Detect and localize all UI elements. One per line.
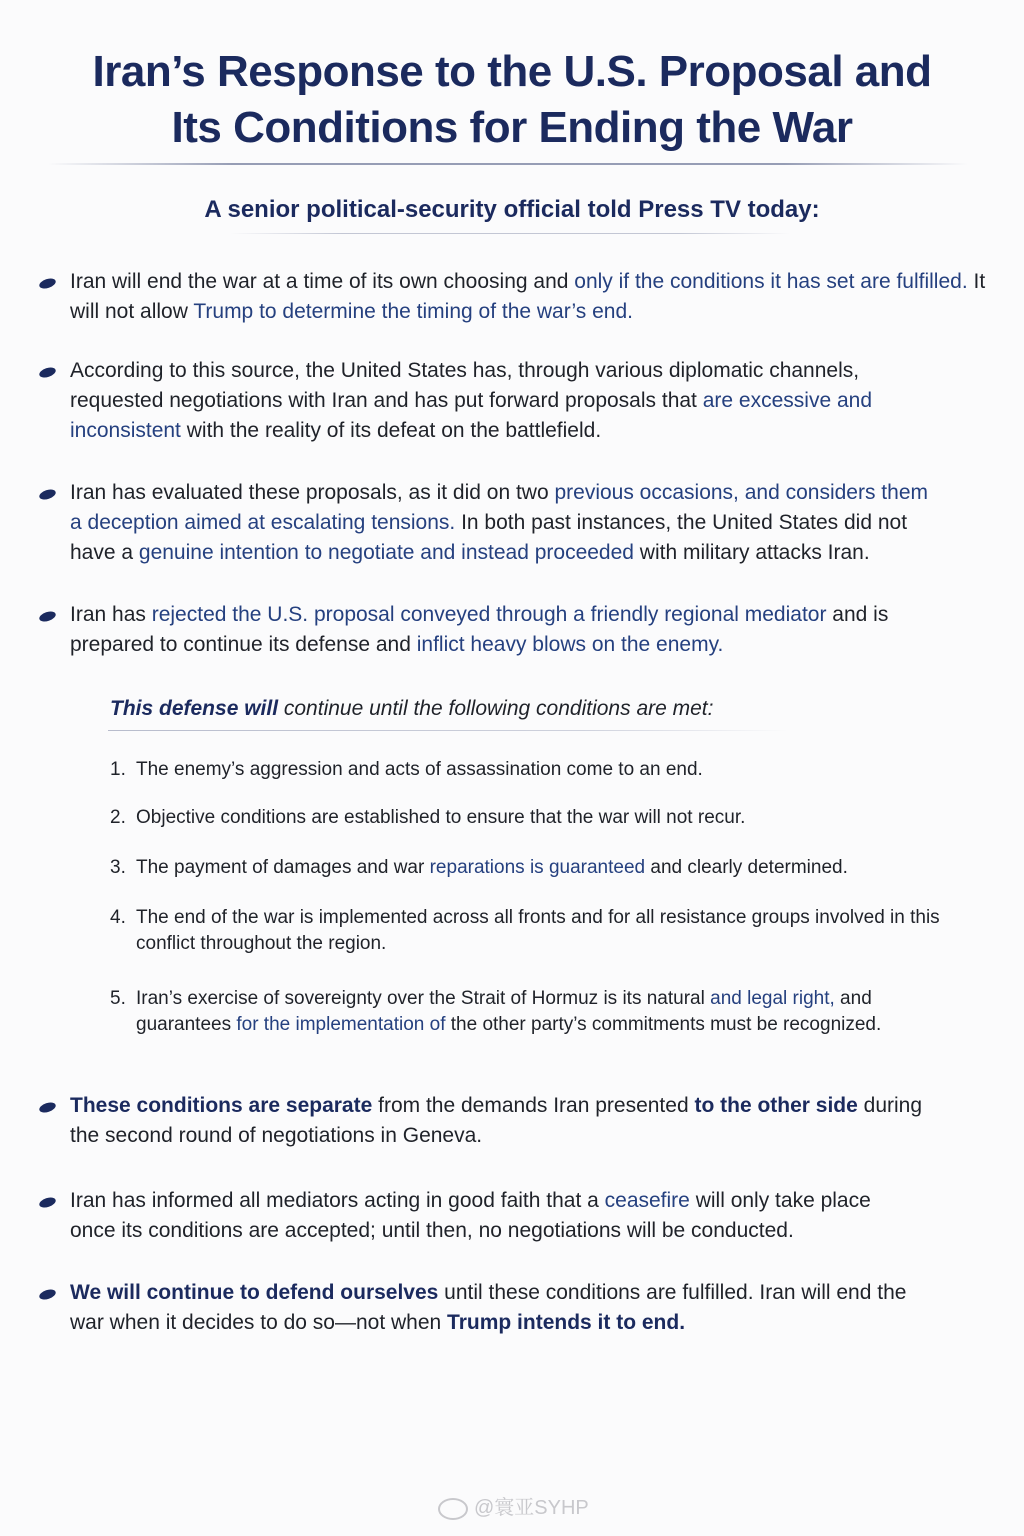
subtitle-divider <box>230 233 790 234</box>
bullet-highlight: Trump to determine the timing of the war’s end. <box>193 300 634 323</box>
bullet-icon <box>38 1196 57 1210</box>
bullet-highlight: to the other side <box>694 1094 858 1117</box>
bullet-text: Iran has <box>70 603 152 626</box>
bullet-highlight: These conditions are separate <box>70 1094 373 1117</box>
condition-number: 1. <box>110 759 126 780</box>
conditions-heading <box>110 694 713 724</box>
bullet-highlight: Trump intends it to end. <box>447 1311 686 1334</box>
condition-item <box>110 805 960 831</box>
bullet-item <box>70 356 950 446</box>
condition-text-part: The enemy’s aggression and acts of assassination come to an end. <box>136 759 703 780</box>
condition-number: 3. <box>110 857 126 878</box>
condition-number: 4. <box>110 907 126 928</box>
title-line-2: Its Conditions for Ending the War <box>171 103 853 152</box>
condition-item <box>110 855 960 881</box>
bullet-text: with military attacks Iran. <box>633 541 870 564</box>
bullet-highlight: rejected the U.S. proposal conveyed through a friendly regional mediator <box>151 603 827 626</box>
title-line-1: Iran’s Response to the U.S. Proposal and <box>92 47 932 96</box>
bullet-text: Iran has informed all mediators acting in good faith that a <box>70 1189 605 1212</box>
condition-text-part: the other party’s commitments must be recognized. <box>445 1014 882 1035</box>
bullet-icon <box>38 1288 57 1302</box>
bullet-highlight: inflict heavy blows on the enemy. <box>416 633 724 656</box>
bullet-text: until these conditions are fulfilled. Iran will end the war when it decides to do so—not when <box>70 1281 907 1334</box>
condition-text-part: Iran’s exercise of sovereignty over the Strait of Hormuz is its natural <box>136 988 711 1009</box>
bullet-text: In both past instances, the United States did not have a <box>70 511 908 564</box>
condition-item <box>110 905 950 957</box>
condition-item <box>110 986 940 1038</box>
bullet-icon <box>38 610 57 624</box>
bullet-highlight: ceasefire <box>604 1189 690 1212</box>
condition-highlight: reparations is guaranteed <box>429 857 646 878</box>
watermark-text: @寰亚SYHP <box>474 1497 589 1519</box>
condition-item <box>110 757 960 783</box>
bullet-text: with the reality of its defeat on the battlefield. <box>180 419 602 442</box>
bullet-icon <box>38 366 57 380</box>
bullet-text: will only take place once its conditions are accepted; until then, no negotiations will be conducted. <box>70 1189 871 1242</box>
bullet-text: and is prepared to continue its defense and <box>70 603 889 656</box>
bullet-highlight: only if the conditions it has set are fulfilled. <box>574 270 968 293</box>
page-title <box>60 44 964 156</box>
bullet-highlight: genuine intention to negotiate and instead proceeded <box>138 541 634 564</box>
bullet-item <box>70 600 960 660</box>
bullet-item <box>70 1091 940 1151</box>
bullet-text: Iran will end the war at a time of its own choosing and <box>70 270 575 293</box>
watermark <box>438 1496 589 1520</box>
condition-text <box>136 757 960 783</box>
condition-text <box>136 905 950 957</box>
bullet-item <box>70 478 940 568</box>
conditions-divider <box>108 730 788 731</box>
bullet-item <box>70 1278 940 1338</box>
condition-text <box>136 986 940 1038</box>
condition-text <box>136 805 960 831</box>
conditions-heading-strong: This defense will <box>110 697 279 720</box>
condition-text-part: The end of the war is implemented across all fronts and for all resistance groups involved in this conflict throughout the region. <box>136 907 940 954</box>
bullet-text: during the second round of negotiations in Geneva. <box>70 1094 923 1147</box>
bullet-text: According to this source, the United States has, through various diplomatic channels, requested negotiations with Iran and has put forward proposals that <box>70 359 860 412</box>
subtitle: A senior political-security official told Press TV today: <box>204 196 820 223</box>
bullet-item <box>70 267 990 327</box>
condition-highlight: for the implementation of <box>236 1014 446 1035</box>
title-divider <box>48 163 968 165</box>
bullet-highlight: We will continue to defend ourselves <box>70 1281 439 1304</box>
bullet-item <box>70 1186 910 1246</box>
bullet-text: from the demands Iran presented <box>372 1094 695 1117</box>
condition-text <box>136 855 960 881</box>
bullet-icon <box>38 277 57 291</box>
bullet-icon <box>38 488 57 502</box>
condition-highlight: and legal right, <box>710 988 835 1009</box>
condition-text-part: The payment of damages and war <box>136 857 430 878</box>
bullet-highlight: previous occasions, and considers them a deception aimed at escalating tensions. <box>70 481 928 534</box>
condition-text-part: Objective conditions are established to ensure that the war will not recur. <box>136 807 746 828</box>
weibo-icon <box>438 1498 468 1520</box>
bullet-text: Iran has evaluated these proposals, as it did on two <box>70 481 555 504</box>
bullet-text: It will not allow <box>70 270 986 323</box>
condition-number: 2. <box>110 807 126 828</box>
bullet-highlight: are excessive and inconsistent <box>70 389 872 442</box>
conditions-heading-rest: continue until the following conditions are met: <box>278 697 714 720</box>
bullet-icon <box>38 1101 57 1115</box>
condition-text-part: and guarantees <box>136 988 872 1035</box>
condition-text-part: and clearly determined. <box>645 857 848 878</box>
condition-number: 5. <box>110 988 126 1009</box>
